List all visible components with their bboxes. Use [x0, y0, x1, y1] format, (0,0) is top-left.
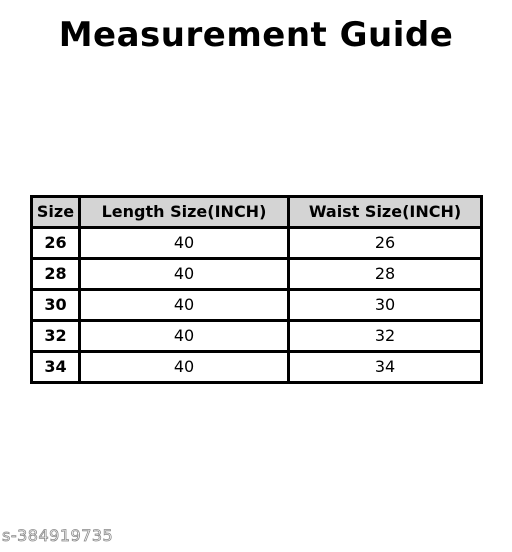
size-cell: 32 [32, 321, 80, 352]
size-cell: 28 [32, 259, 80, 290]
measurement-table [30, 195, 483, 384]
watermark: s-384919735 [2, 526, 114, 545]
length-cell: 40 [80, 259, 289, 290]
waist-cell: 34 [289, 352, 482, 383]
size-cell: 34 [32, 352, 80, 383]
header-waist-size: Waist Size(INCH) [289, 197, 482, 228]
waist-cell: 28 [289, 259, 482, 290]
length-cell: 40 [80, 228, 289, 259]
table-row [32, 352, 482, 383]
length-cell: 40 [80, 321, 289, 352]
table-header-row [32, 197, 482, 228]
header-size: Size [32, 197, 80, 228]
size-cell: 26 [32, 228, 80, 259]
table-row [32, 228, 482, 259]
size-cell: 30 [32, 290, 80, 321]
table-row [32, 290, 482, 321]
length-cell: 40 [80, 352, 289, 383]
waist-cell: 32 [289, 321, 482, 352]
page-title: Measurement Guide [58, 15, 454, 55]
length-cell: 40 [80, 290, 289, 321]
waist-cell: 30 [289, 290, 482, 321]
table-row [32, 259, 482, 290]
waist-cell: 26 [289, 228, 482, 259]
header-length-size: Length Size(INCH) [80, 197, 289, 228]
table-row [32, 321, 482, 352]
